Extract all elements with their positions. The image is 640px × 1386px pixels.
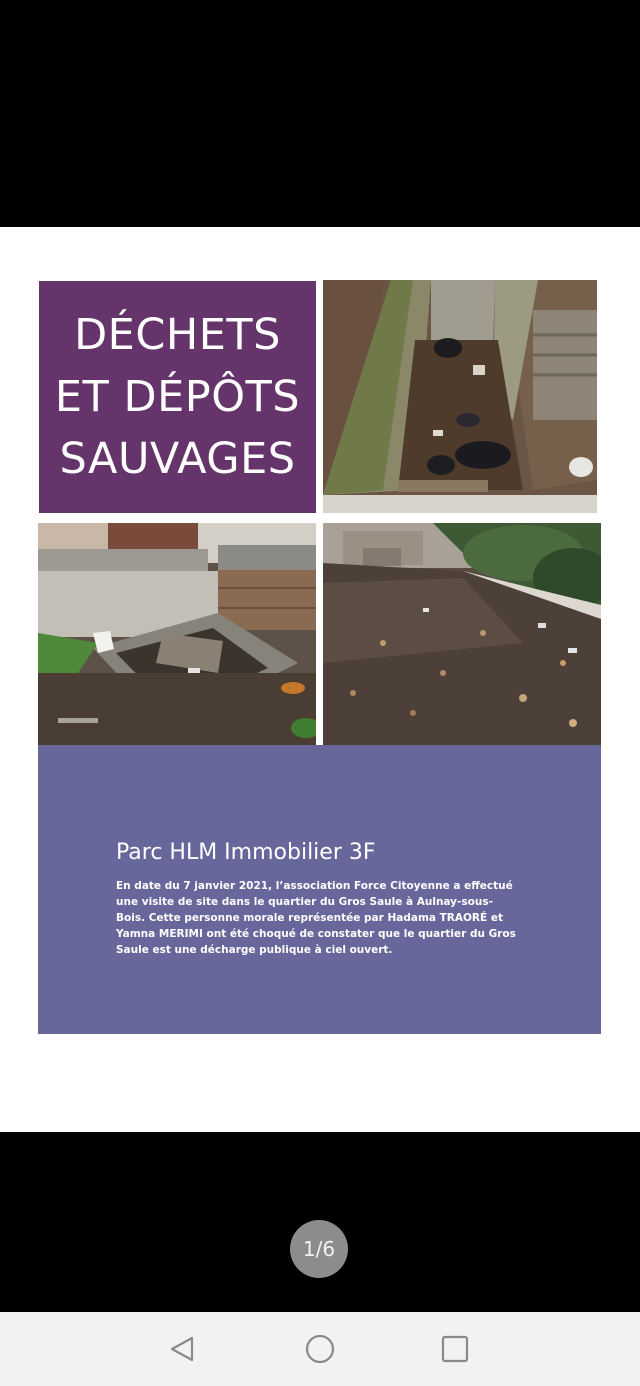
page-indicator: 1/6	[290, 1220, 348, 1278]
info-heading: Parc HLM Immobilier 3F	[116, 840, 376, 865]
info-body-text: En date du 7 janvier 2021, l’association Force Citoyenne a effectué une visite de site dans le quartier du Gros Saule à Aulnay-sous-Bois. Cette personne morale représentée par Hadama TRAORÉ et Yamna MERIMI ont été choqué de constater que le quartier du Gros Saule est une décharge publique à ciel ouvert.	[116, 880, 516, 956]
title-line-2: ET DÉPÔTS	[54, 372, 301, 422]
leaf-covered-courtyard-photo	[323, 523, 601, 745]
open-pit-with-debris-photo	[38, 523, 316, 745]
concrete-trench-with-trash-photo	[323, 280, 597, 513]
home-circle-icon[interactable]	[303, 1332, 337, 1366]
title-line-1: DÉCHETS	[74, 310, 281, 360]
title-box	[39, 281, 316, 513]
document-page	[0, 227, 640, 1132]
top-black-area	[0, 0, 640, 227]
info-box	[38, 745, 601, 1034]
system-nav-bar	[0, 1312, 640, 1386]
title-line-3: SAUVAGES	[59, 434, 296, 484]
recents-square-icon[interactable]	[438, 1332, 472, 1366]
back-triangle-icon[interactable]	[166, 1332, 200, 1366]
